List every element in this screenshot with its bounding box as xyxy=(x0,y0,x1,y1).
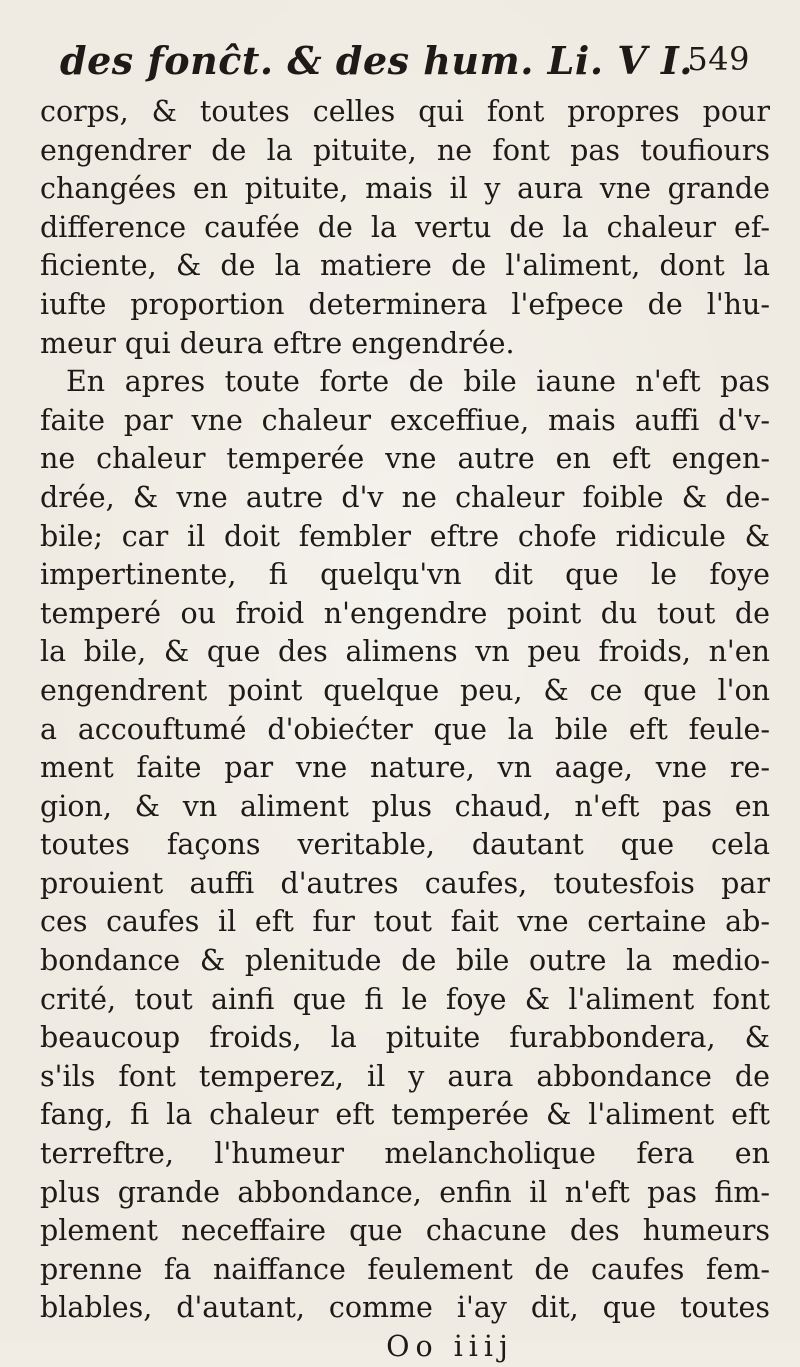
text-line: impertinente, fi quelqu'vn dit que le foye xyxy=(40,558,770,592)
text-line: engendrent point quelque peu, & ce que l'on xyxy=(40,673,770,707)
text-line: changées en pituite, mais il y aura vne grande xyxy=(40,172,770,206)
text-line: a accouftumé d'obiećter que la bile eft feule- xyxy=(40,712,770,746)
text-line: drée, & vne autre d'v ne chaleur foible & de- xyxy=(40,480,770,514)
text-line: crité, tout ainfi que fi le foye & l'aliment font xyxy=(40,982,770,1016)
text-line: difference caufée de la vertu de la chaleur ef- xyxy=(40,210,770,244)
text-line: la bile, & que des alimens vn peu froids, n'en xyxy=(40,635,770,669)
text-line: ficiente, & de la matiere de l'aliment, dont la xyxy=(40,249,770,283)
text-line: meur qui deura eftre engendrée. xyxy=(40,326,515,360)
signature-mark: Oo iiij xyxy=(386,1330,514,1363)
text-line: terreftre, l'humeur melancholique fera en xyxy=(40,1137,770,1171)
running-title: des fonĉt. & des hum. Li. V I. xyxy=(60,38,694,83)
text-line: fang, fi la chaleur eft temperée & l'aliment eft xyxy=(40,1098,770,1132)
text-line: bile; car il doit fembler eftre chofe ridicule & xyxy=(40,519,770,553)
text-line: gion, & vn aliment plus chaud, n'eft pas en xyxy=(40,789,770,823)
text-line: ment faite par vne nature, vn aage, vne re- xyxy=(40,751,770,785)
text-line: prenne fa naiffance feulement de caufes fem- xyxy=(40,1252,770,1286)
text-line: En apres toute forte de bile iaune n'eft pas xyxy=(66,365,770,399)
text-line: ne chaleur temperée vne autre en eft engen- xyxy=(40,442,770,476)
text-line: beaucoup froids, la pituite furabbondera, & xyxy=(40,1021,770,1055)
running-head xyxy=(60,38,750,96)
text-line: blables, d'autant, comme i'ay dit, que toutes xyxy=(40,1291,770,1325)
text-line: temperé ou froid n'engendre point du tout de xyxy=(40,596,770,630)
page-number: 549 xyxy=(687,40,750,78)
text-line: s'ils font temperez, il y aura abbondance de xyxy=(40,1059,770,1093)
body-text xyxy=(40,93,770,1367)
text-line: plus grande abbondance, enfin il n'eft pas fim- xyxy=(40,1175,770,1209)
text-line: corps, & toutes celles qui font propres pour xyxy=(40,95,770,128)
text-line: engendrer de la pituite, ne font pas toufiours xyxy=(40,133,770,167)
text-line: ces caufes il eft fur tout fait vne certaine ab- xyxy=(40,905,770,939)
text-line: faite par vne chaleur exceffiue, mais auffi d'v- xyxy=(40,403,770,437)
text-line: bondance & plenitude de bile outre la medio- xyxy=(40,944,770,978)
text-line: prouient auffi d'autres caufes, toutesfois par xyxy=(40,866,770,900)
text-line: iufte proportion determinera l'efpece de l'hu- xyxy=(40,287,770,321)
text-line: plement neceffaire que chacune des humeurs xyxy=(40,1214,770,1248)
text-line: toutes façons veritable, dautant que cela xyxy=(40,828,770,862)
